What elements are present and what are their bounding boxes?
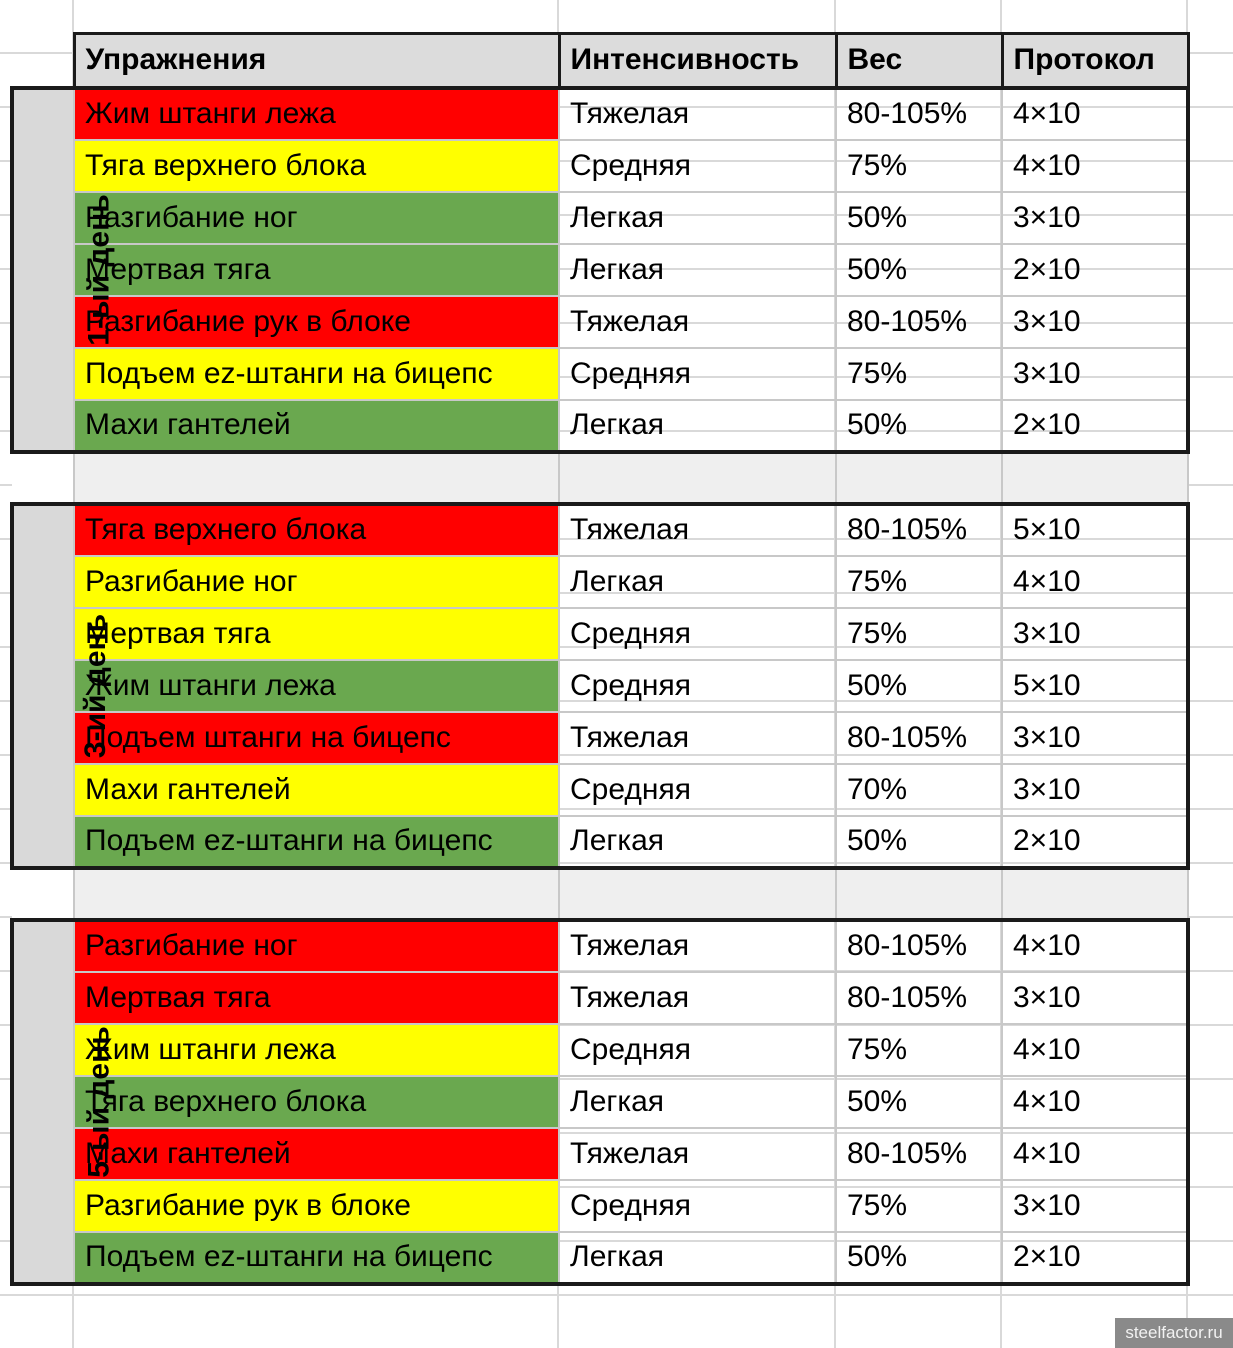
weight-cell[interactable]: 80-105%	[836, 88, 1002, 140]
protocol-cell[interactable]: 5×10	[1002, 660, 1188, 712]
header-intensity[interactable]: Интенсивность	[559, 34, 836, 88]
exercise-cell[interactable]: Мертвая тяга	[74, 972, 559, 1024]
table-row	[12, 920, 1188, 972]
day-label: 5-ый день	[82, 1025, 116, 1178]
exercise-cell[interactable]: Разгибание ног	[74, 920, 559, 972]
weight-cell[interactable]: 50%	[836, 1076, 1002, 1128]
empty-cell[interactable]	[559, 868, 836, 920]
protocol-cell[interactable]: 3×10	[1002, 296, 1188, 348]
intensity-cell[interactable]: Легкая	[559, 556, 836, 608]
exercise-cell[interactable]: Подъем штанги на бицепс	[74, 712, 559, 764]
weight-cell[interactable]: 80-105%	[836, 920, 1002, 972]
exercise-cell[interactable]: Мертвая тяга	[74, 608, 559, 660]
table-row	[12, 660, 1188, 712]
exercise-cell[interactable]: Подъем ez-штанги на бицепс	[74, 816, 559, 868]
exercise-cell[interactable]: Жим штанги лежа	[74, 660, 559, 712]
day-block	[12, 504, 1188, 868]
protocol-cell[interactable]: 2×10	[1002, 1232, 1188, 1284]
exercise-cell[interactable]: Разгибание ног	[74, 556, 559, 608]
protocol-cell[interactable]: 4×10	[1002, 88, 1188, 140]
day-block	[12, 88, 1188, 452]
exercise-cell[interactable]: Махи гантелей	[74, 1128, 559, 1180]
intensity-cell[interactable]: Тяжелая	[559, 296, 836, 348]
table-row	[12, 1128, 1188, 1180]
table-row	[12, 764, 1188, 816]
table-row	[12, 192, 1188, 244]
weight-cell[interactable]: 75%	[836, 556, 1002, 608]
empty-cell[interactable]	[836, 868, 1002, 920]
weight-cell[interactable]: 75%	[836, 348, 1002, 400]
weight-cell[interactable]: 80-105%	[836, 712, 1002, 764]
empty-cell[interactable]	[12, 868, 74, 920]
table-row	[12, 1180, 1188, 1232]
protocol-cell[interactable]: 4×10	[1002, 140, 1188, 192]
exercise-cell[interactable]: Разгибание ног	[74, 192, 559, 244]
empty-cell[interactable]	[1002, 868, 1188, 920]
weight-cell[interactable]: 80-105%	[836, 504, 1002, 556]
intensity-cell[interactable]: Средняя	[559, 1024, 836, 1076]
empty-cell[interactable]	[559, 452, 836, 504]
intensity-cell[interactable]: Средняя	[559, 764, 836, 816]
intensity-cell[interactable]: Тяжелая	[559, 712, 836, 764]
weight-cell[interactable]: 50%	[836, 244, 1002, 296]
intensity-cell[interactable]: Легкая	[559, 192, 836, 244]
day-block	[12, 920, 1188, 1284]
table-row	[12, 504, 1188, 556]
intensity-cell[interactable]: Тяжелая	[559, 920, 836, 972]
protocol-cell[interactable]: 3×10	[1002, 348, 1188, 400]
exercise-cell[interactable]: Подъем ez-штанги на бицепс	[74, 1232, 559, 1284]
intensity-cell[interactable]: Средняя	[559, 660, 836, 712]
table-row	[12, 712, 1188, 764]
intensity-cell[interactable]: Средняя	[559, 608, 836, 660]
protocol-cell[interactable]: 5×10	[1002, 504, 1188, 556]
intensity-cell[interactable]: Средняя	[559, 140, 836, 192]
day-label: 3-ий день	[79, 613, 113, 758]
protocol-cell[interactable]: 4×10	[1002, 556, 1188, 608]
intensity-cell[interactable]: Легкая	[559, 400, 836, 452]
empty-cell[interactable]	[1002, 452, 1188, 504]
weight-cell[interactable]: 75%	[836, 608, 1002, 660]
day-label: 1-ый день	[82, 193, 116, 346]
table-row	[12, 400, 1188, 452]
exercise-cell[interactable]: Тяга верхнего блока	[74, 1076, 559, 1128]
day-label-cell[interactable]	[12, 504, 113, 868]
table-row	[12, 348, 1188, 400]
exercise-cell[interactable]: Разгибание рук в блоке	[74, 1180, 559, 1232]
exercise-cell[interactable]: Тяга верхнего блока	[74, 140, 559, 192]
protocol-cell[interactable]: 3×10	[1002, 764, 1188, 816]
corner-cell	[12, 34, 74, 88]
spacer-row	[12, 868, 1188, 920]
day-label-cell[interactable]	[12, 88, 116, 452]
weight-cell[interactable]: 75%	[836, 1180, 1002, 1232]
header-weight[interactable]: Вес	[836, 34, 1002, 88]
protocol-cell[interactable]: 4×10	[1002, 1024, 1188, 1076]
intensity-cell[interactable]: Средняя	[559, 348, 836, 400]
weight-cell[interactable]: 50%	[836, 1232, 1002, 1284]
intensity-cell[interactable]: Тяжелая	[559, 1128, 836, 1180]
intensity-cell[interactable]: Тяжелая	[559, 88, 836, 140]
table-row	[12, 296, 1188, 348]
protocol-cell[interactable]: 3×10	[1002, 972, 1188, 1024]
weight-cell[interactable]: 50%	[836, 816, 1002, 868]
exercise-cell[interactable]: Жим штанги лежа	[74, 88, 559, 140]
spacer-row	[12, 452, 1188, 504]
weight-cell[interactable]: 80-105%	[836, 972, 1002, 1024]
table-row	[12, 608, 1188, 660]
exercise-cell[interactable]: Тяга верхнего блока	[74, 504, 559, 556]
intensity-cell[interactable]: Тяжелая	[559, 972, 836, 1024]
weight-cell[interactable]: 50%	[836, 400, 1002, 452]
intensity-cell[interactable]: Тяжелая	[559, 504, 836, 556]
intensity-cell[interactable]: Легкая	[559, 1076, 836, 1128]
table-row	[12, 556, 1188, 608]
intensity-cell[interactable]: Средняя	[559, 1180, 836, 1232]
weight-cell[interactable]: 80-105%	[836, 1128, 1002, 1180]
table-row	[12, 140, 1188, 192]
exercise-cell[interactable]: Жим штанги лежа	[74, 1024, 559, 1076]
weight-cell[interactable]: 75%	[836, 1024, 1002, 1076]
exercise-cell[interactable]: Подъем ez-штанги на бицепс	[74, 348, 559, 400]
header-row	[12, 34, 1188, 88]
protocol-cell[interactable]: 4×10	[1002, 920, 1188, 972]
header-exercise[interactable]: Упражнения	[74, 34, 559, 88]
protocol-cell[interactable]: 2×10	[1002, 816, 1188, 868]
protocol-cell[interactable]: 2×10	[1002, 400, 1188, 452]
empty-cell[interactable]	[74, 868, 559, 920]
protocol-cell[interactable]: 3×10	[1002, 1180, 1188, 1232]
protocol-cell[interactable]: 3×10	[1002, 712, 1188, 764]
empty-cell[interactable]	[74, 452, 559, 504]
table-row	[12, 244, 1188, 296]
protocol-cell[interactable]: 4×10	[1002, 1076, 1188, 1128]
weight-cell[interactable]: 50%	[836, 192, 1002, 244]
intensity-cell[interactable]: Легкая	[559, 816, 836, 868]
exercise-cell[interactable]: Разгибание рук в блоке	[74, 296, 559, 348]
header-protocol[interactable]: Протокол	[1002, 34, 1188, 88]
weight-cell[interactable]: 75%	[836, 140, 1002, 192]
watermark: steelfactor.ru	[1115, 1318, 1233, 1348]
table-row	[12, 1232, 1188, 1284]
exercise-cell[interactable]: Мертвая тяга	[74, 244, 559, 296]
protocol-cell[interactable]: 2×10	[1002, 244, 1188, 296]
weight-cell[interactable]: 80-105%	[836, 296, 1002, 348]
empty-cell[interactable]	[836, 452, 1002, 504]
table-row	[12, 1024, 1188, 1076]
protocol-cell[interactable]: 4×10	[1002, 1128, 1188, 1180]
weight-cell[interactable]: 70%	[836, 764, 1002, 816]
weight-cell[interactable]: 50%	[836, 660, 1002, 712]
training-table	[10, 32, 1190, 1286]
exercise-cell[interactable]: Махи гантелей	[74, 764, 559, 816]
empty-cell[interactable]	[12, 452, 74, 504]
exercise-cell[interactable]: Махи гантелей	[74, 400, 559, 452]
table-row	[12, 1076, 1188, 1128]
day-label-cell[interactable]	[12, 920, 116, 1284]
table-row	[12, 972, 1188, 1024]
protocol-cell[interactable]: 3×10	[1002, 192, 1188, 244]
intensity-cell[interactable]: Легкая	[559, 1232, 836, 1284]
protocol-cell[interactable]: 3×10	[1002, 608, 1188, 660]
table-row	[12, 88, 1188, 140]
table-row	[12, 816, 1188, 868]
intensity-cell[interactable]: Легкая	[559, 244, 836, 296]
